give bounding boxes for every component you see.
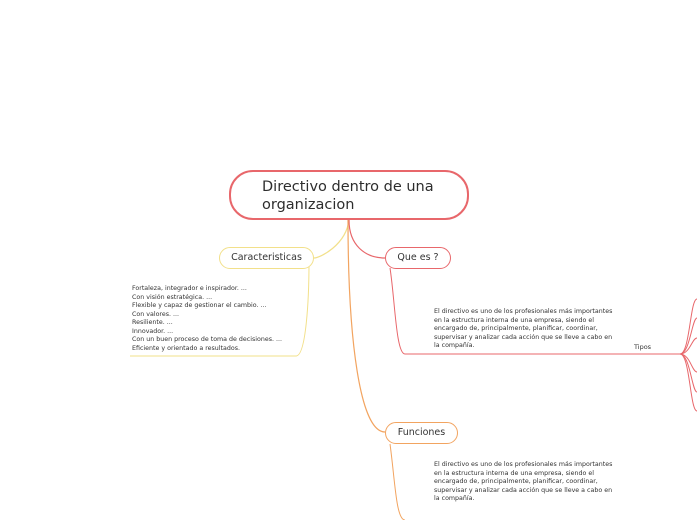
caracteristica-item: Resiliente. ... xyxy=(132,319,173,326)
topic-que-es[interactable] xyxy=(385,247,451,269)
topic-funciones-label: Funciones xyxy=(397,427,446,438)
funciones-description-text: El directivo es uno de los profesionales más importantes en la estructura interna de una empresa, siendo el encargado de, principalmente, planificar, coordinar, supervisar y analizar cada acción que se lleve a cabo en la compañía. xyxy=(434,461,613,502)
caracteristica-item: Fortaleza, integrador e inspirador. ... xyxy=(132,285,247,292)
topic-caracteristicas[interactable] xyxy=(219,247,314,269)
caracteristica-item: Con un buen proceso de toma de decisiones. ... xyxy=(132,336,283,343)
topic-caracteristicas-label: Caracteristicas xyxy=(231,252,302,263)
link-funciones-paragraph xyxy=(390,444,405,520)
que-es-description-text: El directivo es uno de los profesionales más importantes en la estructura interna de una empresa, siendo el encargado de, principalmente, planificar, coordinar, supervisar y analizar cada acción que se lleve a cabo en la compañía. xyxy=(434,308,613,349)
central-topic-title: Directivo dentro de una organizacion xyxy=(262,179,434,213)
topic-funciones[interactable] xyxy=(385,422,458,444)
topic-que-es-label: Que es ? xyxy=(397,252,439,263)
topic-tipos[interactable] xyxy=(634,343,651,351)
link-central-caracteristicas xyxy=(314,220,349,258)
central-topic[interactable] xyxy=(229,170,469,220)
que-es-description[interactable] xyxy=(434,308,614,351)
caracteristica-item: Innovador. ... xyxy=(132,327,174,335)
link-central-que-es xyxy=(349,220,385,258)
caracteristica-item: Eficiente y orientado a resultados. xyxy=(132,344,240,352)
caracteristicas-list[interactable] xyxy=(132,285,307,353)
topic-tipos-label: Tipos xyxy=(634,343,652,351)
tipos-branches xyxy=(680,299,697,411)
caracteristica-item: Con valores. ... xyxy=(132,310,180,318)
caracteristica-item: Con visión estratégica. ... xyxy=(132,293,213,301)
funciones-description[interactable] xyxy=(434,461,614,504)
link-central-funciones xyxy=(348,220,385,432)
caracteristica-item: Flexible y capaz de gestionar el cambio. ... xyxy=(132,302,267,309)
